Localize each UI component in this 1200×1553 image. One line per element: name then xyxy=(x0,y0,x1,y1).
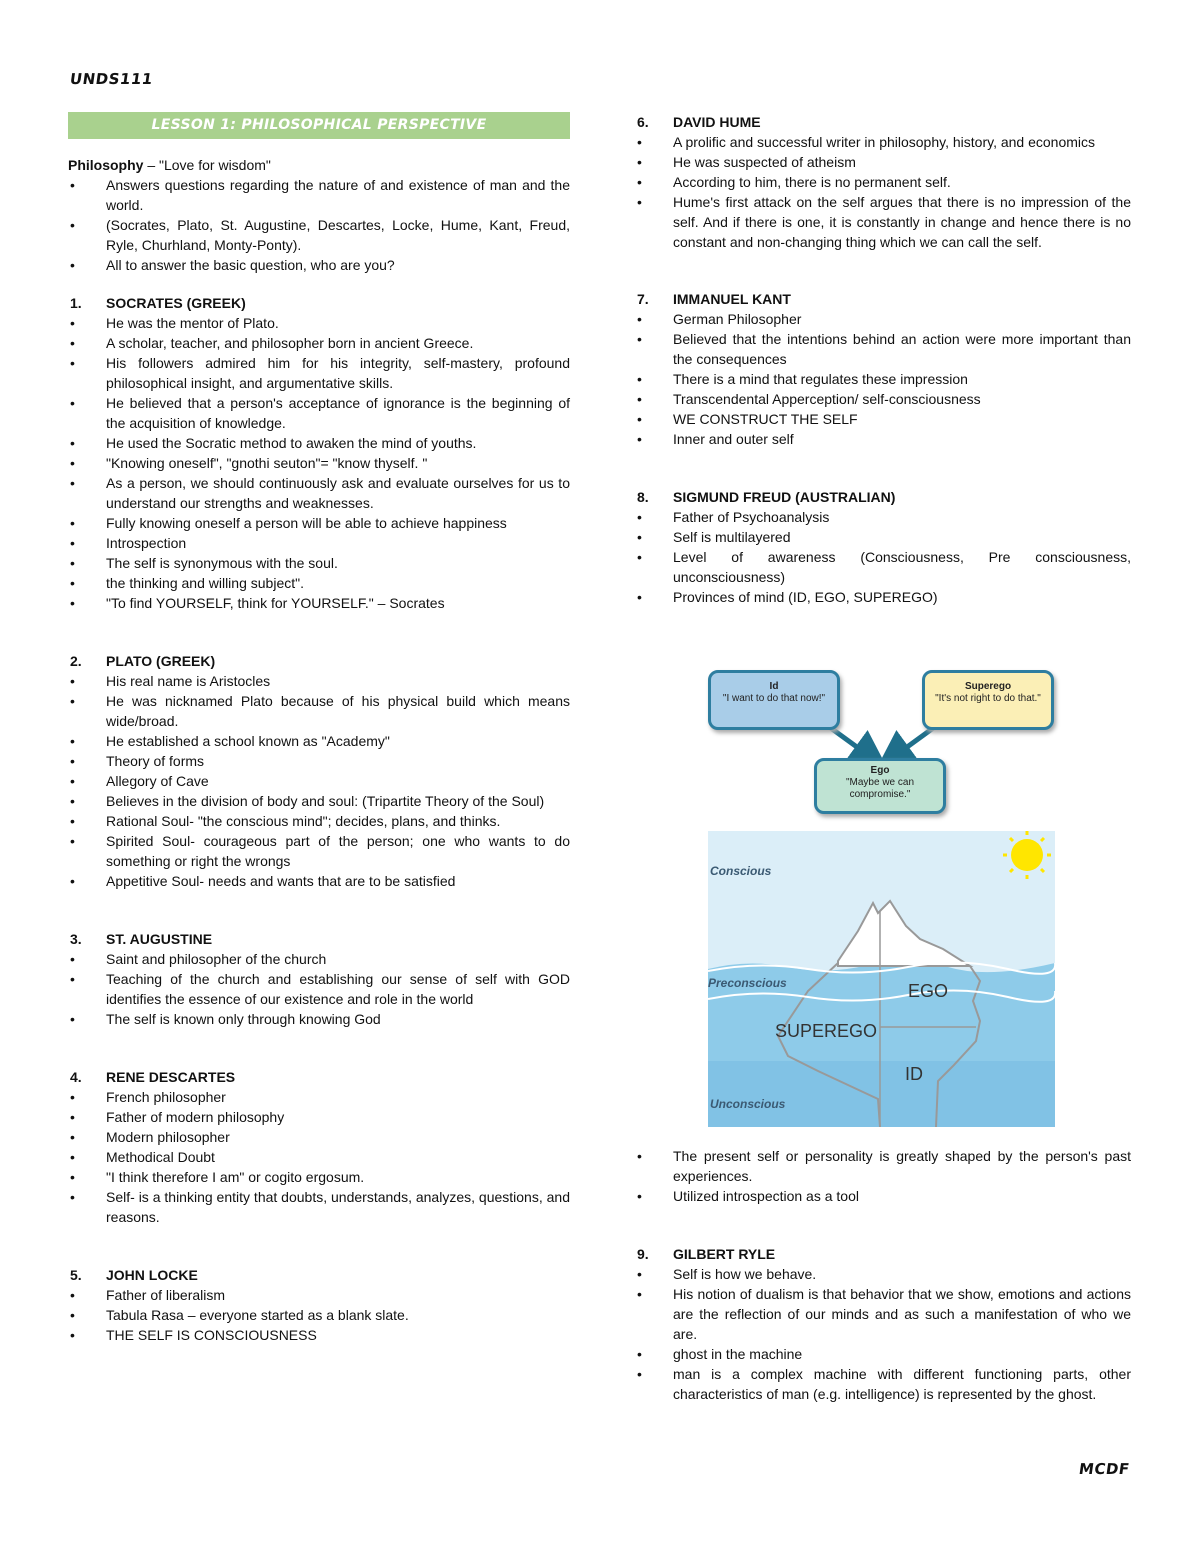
list-item: • Introspection xyxy=(68,533,570,553)
iceberg-diagram xyxy=(708,831,1055,1127)
arrow-superego-to-ego xyxy=(892,726,936,758)
list-item: • He was the mentor of Plato. xyxy=(68,313,570,333)
list-item: • the thinking and willing subject". xyxy=(68,573,570,593)
section-title xyxy=(68,651,570,671)
list-item: • Transcendental Apperception/ self-consciousness xyxy=(635,389,1131,409)
list-item: • Self is how we behave. xyxy=(635,1264,1131,1284)
list-item: • Modern philosopher xyxy=(68,1127,570,1147)
superego-title: Superego xyxy=(964,681,1012,692)
list-item: • Theory of forms xyxy=(68,751,570,771)
list-item: • Believes in the division of body and soul: (Tripartite Theory of the Soul) xyxy=(68,791,570,811)
list-item: • He believed that a person's acceptance of ignorance is the beginning of the acquisition of knowledge. xyxy=(68,393,570,433)
definition-text: – "Love for wisdom" xyxy=(143,157,271,173)
list-item: • (Socrates, Plato, St. Augustine, Descartes, Locke, Hume, Kant, Freud, Ryle, Churhland, Monty-Ponty). xyxy=(68,215,570,255)
list-item: • His followers admired him for his integrity, self-mastery, profound philosophical insight, and argumentative skills. xyxy=(68,353,570,393)
section-immanuel-kant xyxy=(635,289,1131,449)
section-bullets xyxy=(68,671,570,891)
lesson-title: LESSON 1: PHILOSOPHICAL PERSPECTIVE xyxy=(68,112,570,139)
section-title xyxy=(68,929,570,949)
ego-quote-line: compromise." xyxy=(849,789,911,800)
list-item: • All to answer the basic question, who are you? xyxy=(68,255,570,275)
section-title-text: GILBERT RYLE xyxy=(673,1246,776,1262)
arrow-id-to-ego xyxy=(828,726,872,758)
list-item: • Methodical Doubt xyxy=(68,1147,570,1167)
list-item: • Allegory of Cave xyxy=(68,771,570,791)
ego-quote-line: "Maybe we can xyxy=(845,777,915,788)
ego-label: EGO xyxy=(908,981,949,1001)
preconscious-label: Preconscious xyxy=(708,976,787,990)
left-column xyxy=(68,112,570,1345)
section-title xyxy=(68,293,570,313)
section-title xyxy=(68,1265,570,1285)
section-number: 4. xyxy=(70,1069,82,1085)
section-bullets xyxy=(68,1087,570,1227)
list-item: • There is a mind that regulates these impression xyxy=(635,369,1131,389)
section-bullets xyxy=(635,507,1131,607)
ego-bubble xyxy=(814,758,946,814)
list-item: • He was nicknamed Plato because of his physical build which means wide/broad. xyxy=(68,691,570,731)
list-item: • Inner and outer self xyxy=(635,429,1131,449)
section-bullets xyxy=(68,1285,570,1345)
list-item: • Appetitive Soul- needs and wants that are to be satisfied xyxy=(68,871,570,891)
section-title xyxy=(635,487,1131,507)
section-title-text: PLATO (GREEK) xyxy=(106,653,216,669)
unconscious-label: Unconscious xyxy=(710,1097,786,1111)
section-number: 3. xyxy=(70,931,82,947)
list-item: • Utilized introspection as a tool xyxy=(635,1186,1131,1206)
section-number: 7. xyxy=(637,291,649,307)
list-item: • Self is multilayered xyxy=(635,527,1131,547)
list-item: • Father of Psychoanalysis xyxy=(635,507,1131,527)
superego-quote: "It's not right to do that." xyxy=(935,693,1041,704)
list-item: • According to him, there is no permanent self. xyxy=(635,172,1131,192)
section-rene-descartes xyxy=(68,1067,570,1227)
section-number: 8. xyxy=(637,489,649,505)
section-title-text: IMMANUEL KANT xyxy=(673,291,791,307)
id-quote: "I want to do that now!" xyxy=(722,693,826,704)
section-david-hume xyxy=(635,112,1131,252)
list-item: • His notion of dualism is that behavior that we show, emotions and actions are the reflection of our minds and as such a manifestation of who we are. xyxy=(635,1284,1131,1344)
id-title: Id xyxy=(769,681,779,692)
list-item: • He established a school known as "Academy" xyxy=(68,731,570,751)
list-item: • "Knowing oneself", "gnothi seuton"= "know thyself. " xyxy=(68,453,570,473)
section-number: 5. xyxy=(70,1267,82,1283)
section-title xyxy=(635,112,1131,132)
list-item: • WE CONSTRUCT THE SELF xyxy=(635,409,1131,429)
list-item: • Spirited Soul- courageous part of the person; one who wants to do something or right the wrongs xyxy=(68,831,570,871)
section-bullets xyxy=(635,1264,1131,1404)
footer-code: MCDF xyxy=(1078,1460,1132,1478)
list-item: • French philosopher xyxy=(68,1087,570,1107)
list-item: • Father of liberalism xyxy=(68,1285,570,1305)
list-item: • His real name is Aristocles xyxy=(68,671,570,691)
list-item: • The self is known only through knowing God xyxy=(68,1009,570,1029)
list-item: • The present self or personality is greatly shaped by the person's past experiences. xyxy=(635,1146,1131,1186)
section-number: 6. xyxy=(637,114,649,130)
list-item: • A prolific and successful writer in philosophy, history, and economics xyxy=(635,132,1131,152)
section-title-text: DAVID HUME xyxy=(673,114,761,130)
section-john-locke xyxy=(68,1265,570,1345)
list-item: • A scholar, teacher, and philosopher born in ancient Greece. xyxy=(68,333,570,353)
conscious-label: Conscious xyxy=(710,864,772,878)
list-item: • Believed that the intentions behind an action were more important than the consequences xyxy=(635,329,1131,369)
list-item: • Father of modern philosophy xyxy=(68,1107,570,1127)
list-item: • The self is synonymous with the soul. xyxy=(68,553,570,573)
list-item: • Rational Soul- "the conscious mind"; decides, plans, and thinks. xyxy=(68,811,570,831)
section-title-text: ST. AUGUSTINE xyxy=(106,931,213,947)
list-item: • Teaching of the church and establishing our sense of self with GOD identifies the essence of our existence and role in the world xyxy=(68,969,570,1009)
right-column-lower xyxy=(635,1146,1131,1404)
id-label: ID xyxy=(905,1064,923,1084)
section-title-text: SOCRATES (GREEK) xyxy=(106,295,246,311)
ego-title: Ego xyxy=(870,765,890,776)
list-item: • man is a complex machine with different functioning parts, other characteristics of man (e.g. intelligence) is represented by the ghost. xyxy=(635,1364,1131,1404)
freud-extra-bullets xyxy=(635,1146,1131,1206)
section-plato xyxy=(68,651,570,891)
list-item: • Tabula Rasa – everyone started as a blank slate. xyxy=(68,1305,570,1325)
section-title xyxy=(635,1244,1131,1264)
section-gilbert-ryle xyxy=(635,1244,1131,1404)
section-bullets xyxy=(635,309,1131,449)
list-item: • Answers questions regarding the nature of and existence of man and the world. xyxy=(68,175,570,215)
list-item: • "I think therefore I am" or cogito ergosum. xyxy=(68,1167,570,1187)
section-sigmund-freud xyxy=(635,487,1131,607)
superego-bubble xyxy=(922,670,1054,730)
intro-list xyxy=(68,175,570,275)
section-bullets xyxy=(635,132,1131,252)
list-item: • Fully knowing oneself a person will be able to achieve happiness xyxy=(68,513,570,533)
section-title-text: SIGMUND FREUD (AUSTRALIAN) xyxy=(673,489,896,505)
list-item: • He used the Socratic method to awaken the mind of youths. xyxy=(68,433,570,453)
list-item: • THE SELF IS CONSCIOUSNESS xyxy=(68,1325,570,1345)
section-title-text: JOHN LOCKE xyxy=(106,1267,198,1283)
list-item: • Level of awareness (Consciousness, Pre consciousness, unconsciousness) xyxy=(635,547,1131,587)
id-bubble xyxy=(708,670,840,730)
section-bullets xyxy=(68,949,570,1029)
header-code: UNDS111 xyxy=(68,70,155,88)
section-socrates xyxy=(68,293,570,613)
section-title xyxy=(68,1067,570,1087)
list-item: • "To find YOURSELF, think for YOURSELF." – Socrates xyxy=(68,593,570,613)
section-number: 9. xyxy=(637,1246,649,1262)
list-item: • Self- is a thinking entity that doubts, understands, analyzes, questions, and reasons. xyxy=(68,1187,570,1227)
philosophy-definition xyxy=(68,155,570,175)
superego-label: SUPEREGO xyxy=(775,1021,878,1041)
section-st-augustine xyxy=(68,929,570,1029)
list-item: • He was suspected of atheism xyxy=(635,152,1131,172)
list-item: • Provinces of mind (ID, EGO, SUPEREGO) xyxy=(635,587,1131,607)
list-item: • ghost in the machine xyxy=(635,1344,1131,1364)
list-item: • As a person, we should continuously ask and evaluate ourselves for us to understand our strengths and weaknesses. xyxy=(68,473,570,513)
section-title xyxy=(635,289,1131,309)
section-bullets xyxy=(68,313,570,613)
right-column xyxy=(635,112,1131,607)
list-item: • German Philosopher xyxy=(635,309,1131,329)
deep-water xyxy=(708,1061,1055,1127)
list-item: • Hume's first attack on the self argues that there is no impression of the self. And if there is one, it is constantly in change and hence there is no constant and non-changing thing which we can call the self. xyxy=(635,192,1131,252)
definition-term: Philosophy xyxy=(68,157,144,173)
list-item: • Saint and philosopher of the church xyxy=(68,949,570,969)
section-title-text: RENE DESCARTES xyxy=(106,1069,236,1085)
section-number: 1. xyxy=(70,295,82,311)
id-ego-superego-diagram xyxy=(706,666,1056,814)
section-number: 2. xyxy=(70,653,82,669)
